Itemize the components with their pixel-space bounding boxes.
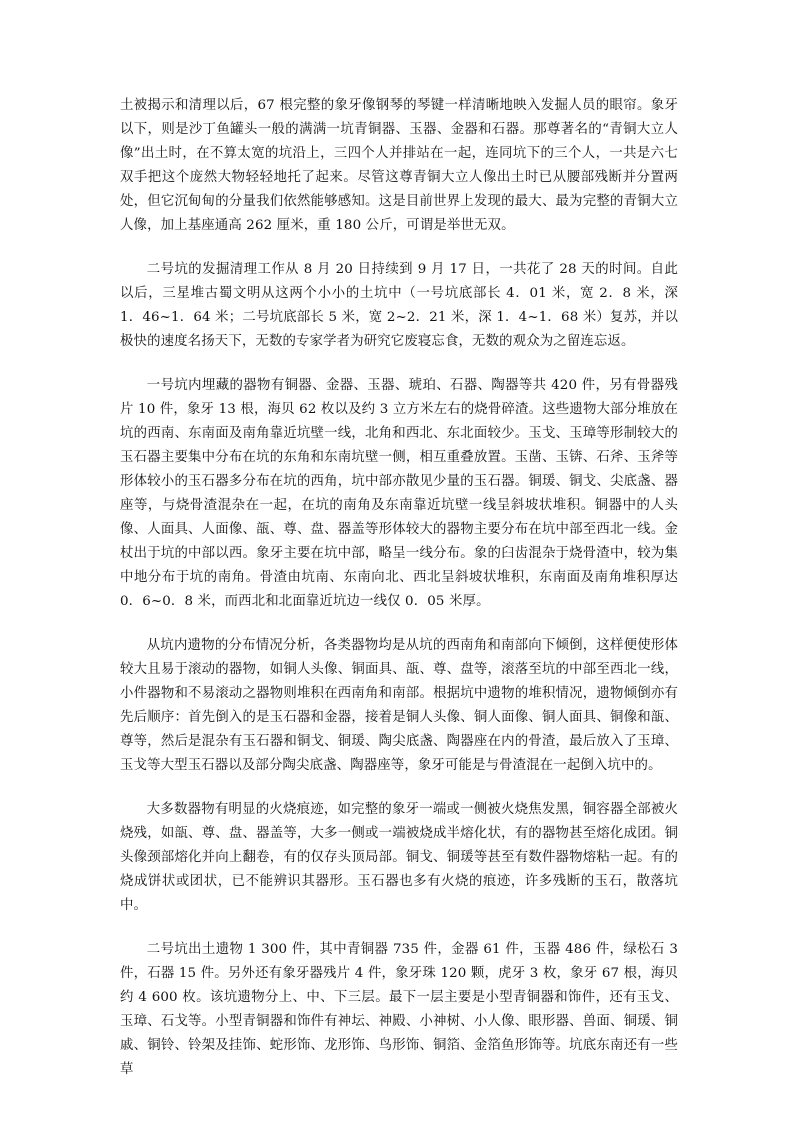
document-body bbox=[120, 94, 678, 1102]
paragraph-6: 二号坑出土遗物 1 300 件，其中青铜器 735 件，金器 61 件，玉器 486 件，绿松石 3 件，石器 15 件。另外还有象牙器残片 4 件，象牙珠 120 颗，虎牙 3 枚，象牙 67 根，海贝约 4 600 枚。该坑遗物分上、中、下三层。最下一层主要是小型青铜器和饰件，还有玉戈、玉璋、石戈等。小型青铜器和饰件有神坛、神殿、小神树、小人像、眼形器、兽面、铜瑗、铜戚、铜铃、铃架及挂饰、蛇形饰、龙形饰、鸟形饰、铜箔、金箔鱼形饰等。坑底东南还有一些草 bbox=[120, 942, 678, 1077]
paragraph-1: 土被揭示和清理以后，67 根完整的象牙像钢琴的琴键一样清晰地映入发掘人员的眼帘。象牙以下，则是沙丁鱼罐头一般的满满一坑青铜器、玉器、金器和石器。那尊著名的“青铜大立人像”出土时，在不算太宽的坑沿上，三四个人并排站在一起，连同坑下的三个人，一共是六七双手把这个庞然大物轻轻地托了起来。尽管这尊青铜大立人像出土时已从腰部残断并分置两处，但它沉甸甸的分量我们依然能够感知。这是目前世界上发现的最大、最为完整的青铜大立人像，加上基座通高 262 厘米，重 180 公斤，可谓是举世无双。 bbox=[120, 98, 678, 233]
paragraph-2: 二号坑的发掘清理工作从 8 月 20 日持续到 9 月 17 日，一共花了 28 天的时间。自此以后，三星堆古蜀文明从这两个小小的土坑中（一号坑底部长 4．01 米，宽 2．8 米，深 1．46~1．64 米；二号坑底部长 5 米，宽 2~2．21 米，深 1．4~1．68 米）复苏，并以极快的速度名扬天下，无数的专家学者为研究它废寝忘食，无数的观众为之留连忘返。 bbox=[120, 262, 678, 349]
paragraph-3: 一号坑内埋藏的器物有铜器、金器、玉器、琥珀、石器、陶器等共 420 件，另有骨器残片 10 件，象牙 13 根，海贝 62 枚以及约 3 立方米左右的烧骨碎渣。这些遗物大部分堆放在坑的西南、东南面及南角靠近坑壁一线，北角和西北、东北面较少。玉戈、玉璋等形制较大的玉石器主要集中分布在坑的东角和东南坑壁一侧，相互重叠放置。玉凿、玉锛、石斧、玉斧等形体较小的玉石器多分布在坑的西角，坑中部亦散见少量的玉石器。铜瑗、铜戈、尖底盏、器座等，与烧骨渣混杂在一起，在坑的南角及东南靠近坑壁一线呈斜坡状堆积。铜器中的人头像、人面具、人面像、瓿、尊、盘、器盖等形体较大的器物主要分布在坑中部至西北一线。金杖出于坑的中部以西。象牙主要在坑中部，略呈一线分布。象的臼齿混杂于烧骨渣中，较为集中地分布于坑的南角。骨渣由坑南、东南向北、西北呈斜坡状堆积，东南面及南角堆积厚达 0．6~0．8 米，而西北和北面靠近坑边一线仅 0．05 米厚。 bbox=[120, 378, 678, 609]
paragraph-5: 大多数器物有明显的火烧痕迹，如完整的象牙一端或一侧被火烧焦发黑，铜容器全部被火烧残，如瓿、尊、盘、器盖等，大多一侧或一端被烧成半熔化状，有的器物甚至熔化成团。铜头像颈部熔化并向上翻卷，有的仅存头顶局部。铜戈、铜瑗等甚至有数件器物熔粘一起。有的烧成饼状或团状，已不能辨识其器形。玉石器也多有火烧的痕迹，许多残断的玉石，散落坑中。 bbox=[120, 802, 678, 913]
paragraph-4: 从坑内遗物的分布情况分析，各类器物均是从坑的西南角和南部向下倾倒，这样便使形体较大且易于滚动的器物，如铜人头像、铜面具、瓿、尊、盘等，滚落至坑的中部至西北一线，小件器物和不易滚动之器物则堆积在西南角和南部。根据坑中遗物的堆积情况，遗物倾倒亦有先后顺序：首先倒入的是玉石器和金器，接着是铜人头像、铜人面像、铜人面具、铜像和瓿、尊等，然后是混杂有玉石器和铜戈、铜瑗、陶尖底盏、陶器座在内的骨渣，最后放入了玉璋、玉戈等大型玉石器以及部分陶尖底盏、陶器座等，象牙可能是与骨渣混在一起倒入坑中的。 bbox=[120, 638, 678, 773]
